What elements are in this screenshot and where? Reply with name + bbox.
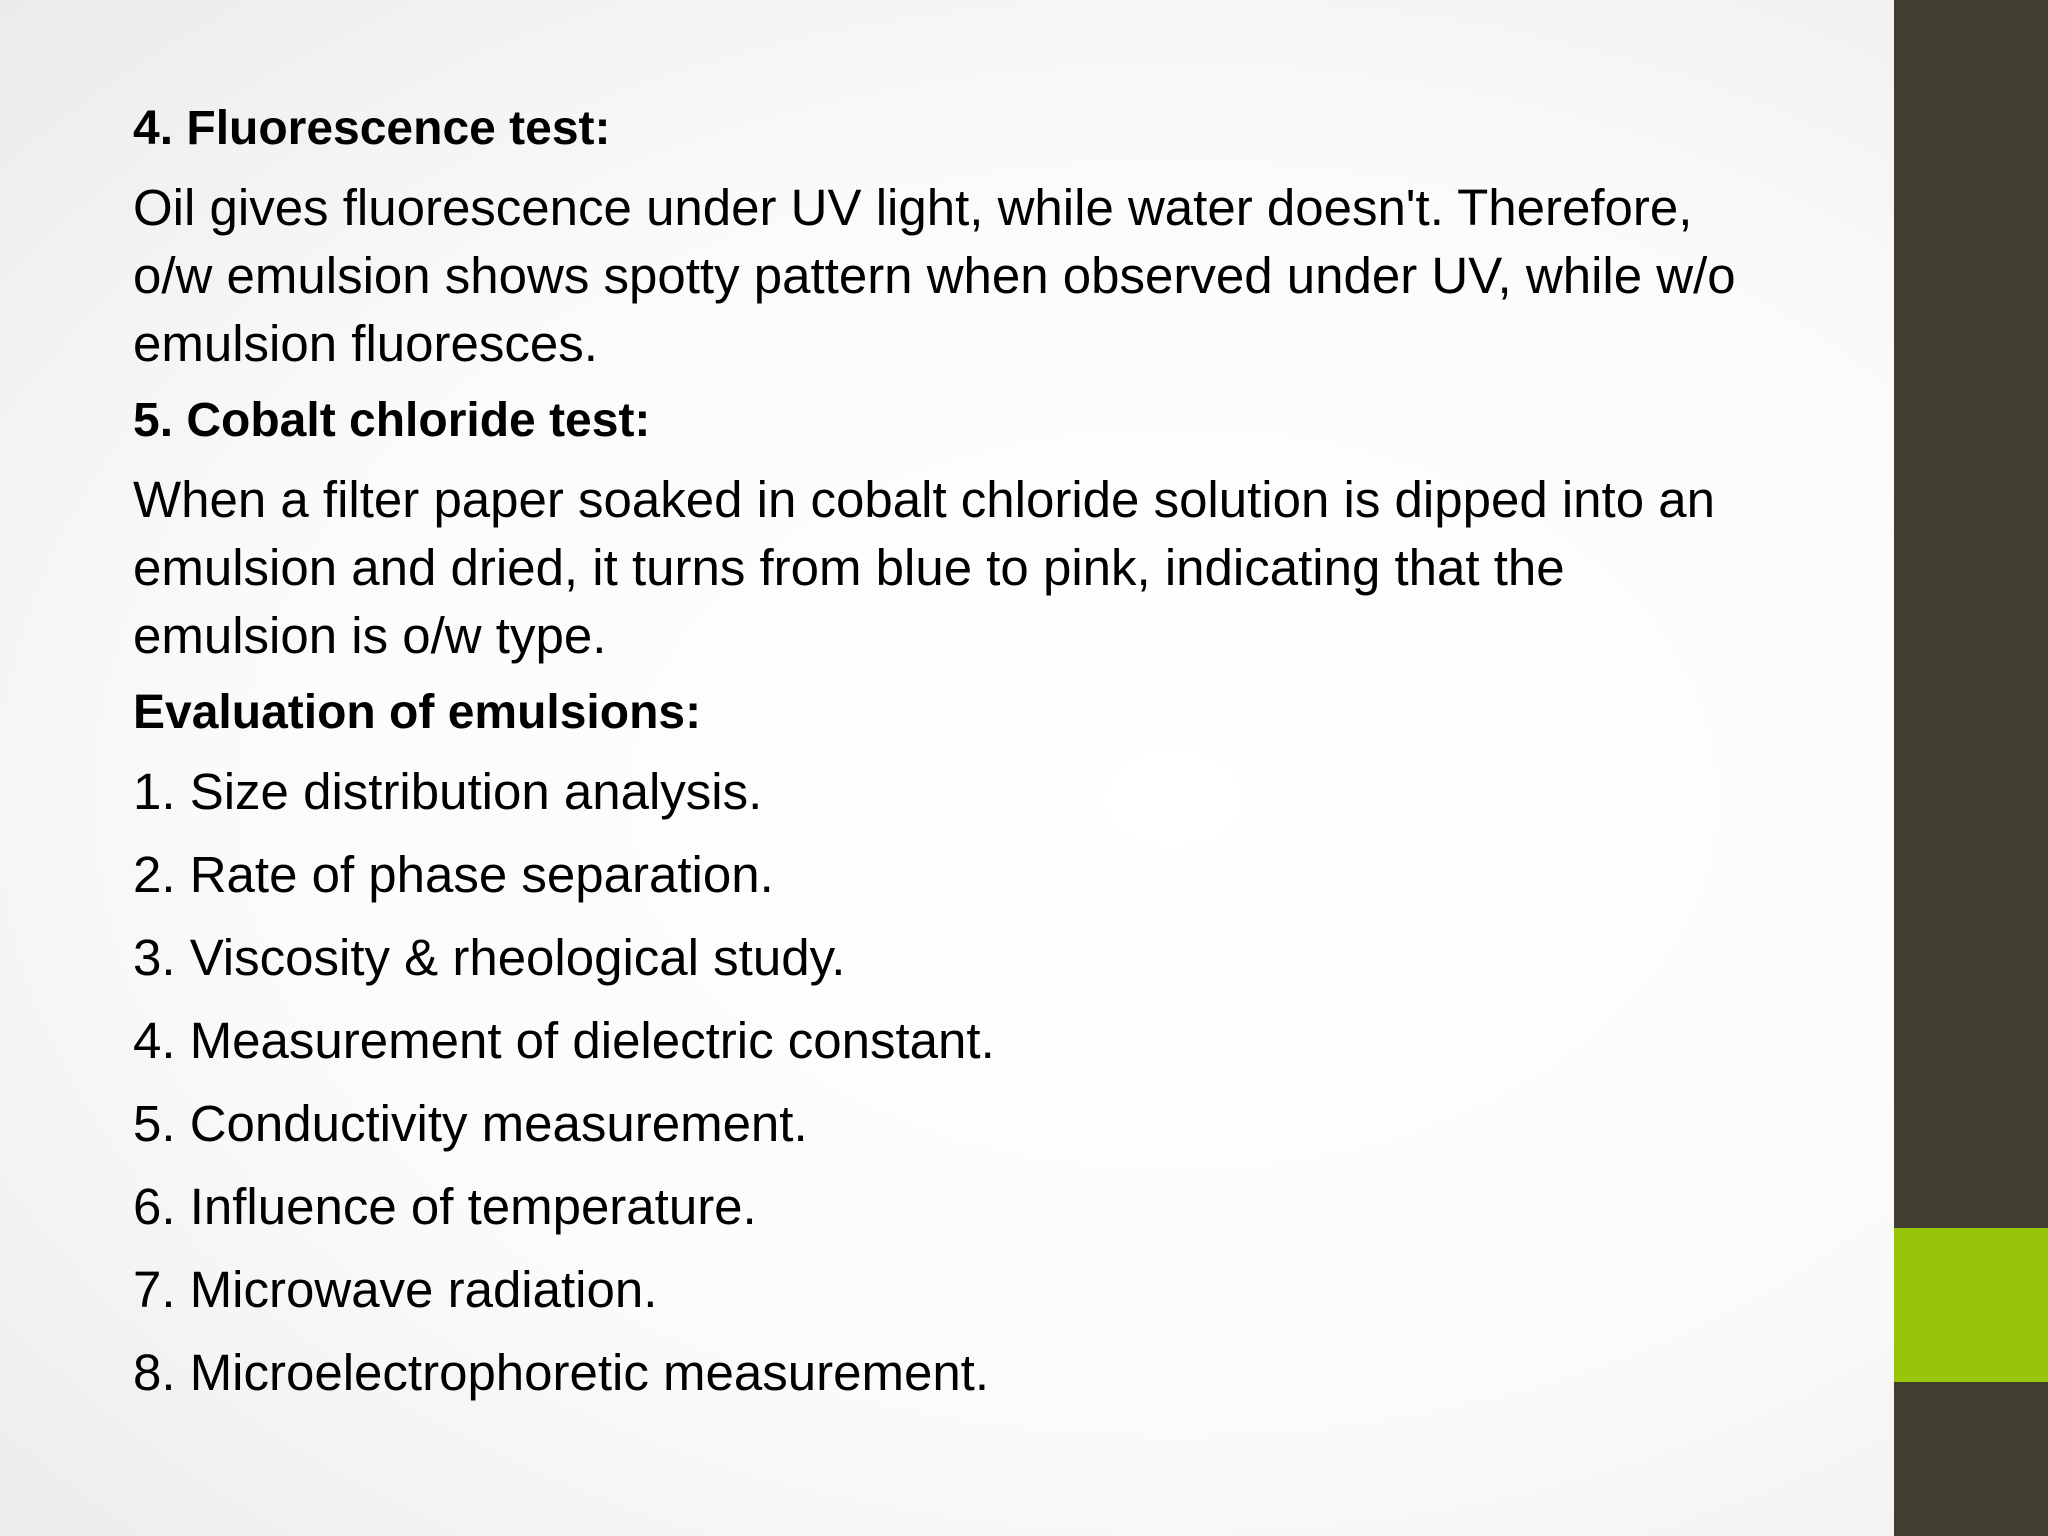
paragraph-cobalt-chloride-test: When a filter paper soaked in cobalt chloride solution is dipped into an emulsion and dried, it turns from blue to pink, indicating that the emulsion is o/w type. bbox=[133, 471, 1715, 664]
accent-block bbox=[1894, 1228, 2048, 1382]
list-item: 1. Size distribution analysis. bbox=[133, 763, 763, 820]
paragraph-fluorescence-test: Oil gives fluorescence under UV light, while water doesn't. Therefore, o/w emulsion shows spotty pattern when observed under UV, while w/o emulsion fluoresces. bbox=[133, 179, 1736, 372]
list-item: 2. Rate of phase separation. bbox=[133, 846, 774, 903]
heading-cobalt-chloride-test: 5. Cobalt chloride test: bbox=[133, 394, 651, 447]
list-item: 8. Microelectrophoretic measurement. bbox=[133, 1344, 990, 1401]
slide-content bbox=[133, 96, 1873, 1422]
list-item: 4. Measurement of dielectric constant. bbox=[133, 1012, 995, 1069]
list-item: 5. Conductivity measurement. bbox=[133, 1095, 808, 1152]
decorative-sidebar bbox=[1894, 0, 2048, 1536]
list-item: 7. Microwave radiation. bbox=[133, 1261, 658, 1318]
evaluation-list bbox=[133, 758, 1873, 1407]
heading-evaluation-of-emulsions: Evaluation of emulsions: bbox=[133, 686, 702, 739]
heading-fluorescence-test: 4. Fluorescence test: bbox=[133, 102, 611, 155]
list-item: 3. Viscosity & rheological study. bbox=[133, 929, 846, 986]
list-item: 6. Influence of temperature. bbox=[133, 1178, 757, 1235]
